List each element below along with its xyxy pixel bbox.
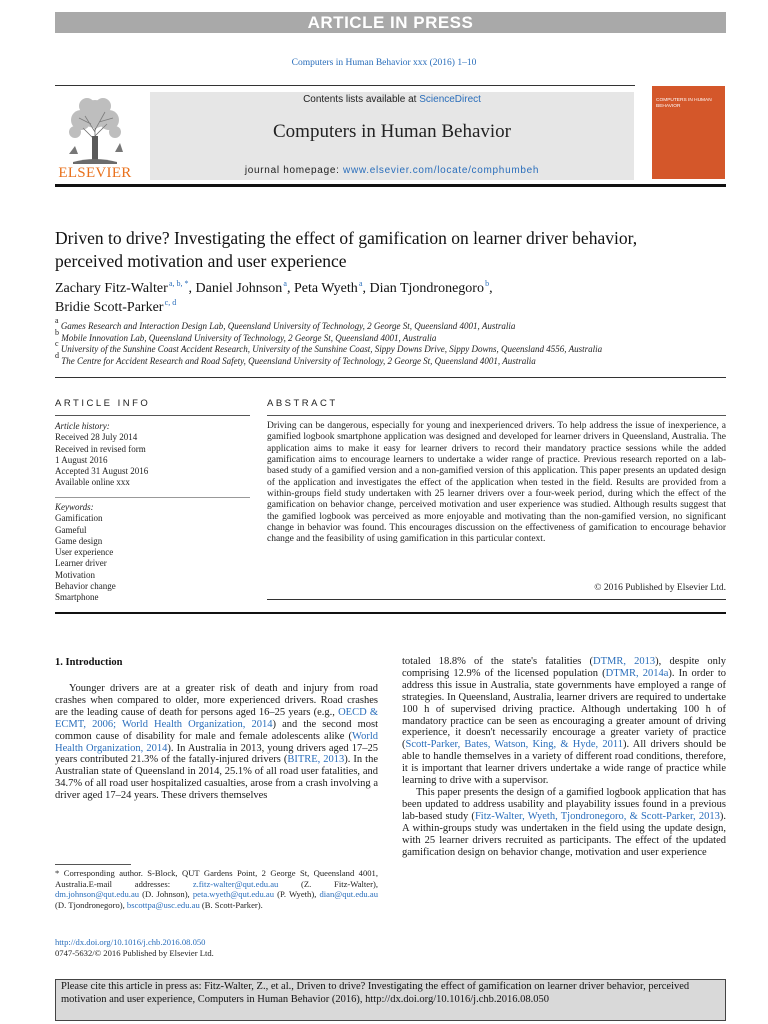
keyword-item: Game design bbox=[55, 535, 103, 546]
article-in-press-banner: ARTICLE IN PRESS bbox=[55, 12, 726, 33]
article-info-heading: ARTICLE INFO bbox=[55, 398, 151, 409]
author-name[interactable]: Dian Tjondronegoro bbox=[369, 281, 484, 296]
contents-prefix: Contents lists available at bbox=[303, 94, 420, 105]
history-item: Received 28 July 2014 bbox=[55, 432, 138, 443]
author-list: Zachary Fitz-Walter $^{a, b, *}$, Daniel Johnson $^a$, Peta Wyeth $^a$, Dian Tjondronegoro $^b$, Bridie Scott-Parker $^{c, d}$ bbox=[55, 279, 493, 315]
footnotes: * Corresponding author. S-Block, QUT Gardens Point, 2 George St, Queensland 4001, Australia.E-mail addresses: z.fitz-walter@qut.edu.au (Z. Fitz-Walter), dm.johnson@qut.edu.au (D. Johnson), peta.wyeth@qut.edu.au (P. Wyeth), dian@qut.edu.au (D. Tjondronegoro), bscottpa@usc.edu.au (B. Scott-Parker). bbox=[55, 868, 378, 910]
elsevier-wordmark: ELSEVIER bbox=[58, 165, 132, 181]
doi-link[interactable]: http://dx.doi.org/10.1016/j.chb.2016.08.050 bbox=[55, 937, 206, 947]
author-affiliation-marks[interactable]: b bbox=[485, 279, 490, 288]
reference-link[interactable]: bscottpa@usc.edu.au bbox=[126, 899, 200, 910]
homepage-prefix: journal homepage: bbox=[244, 165, 344, 176]
history-item: Received in revised form bbox=[55, 443, 146, 454]
abstract-rule bbox=[267, 415, 726, 416]
journal-title: Computers in Human Behavior bbox=[273, 121, 511, 142]
affiliation-text: The Centre for Accident Research and Road Safety, Queensland University of Technology, 2 George St, Queensland 4001, Australia bbox=[61, 355, 536, 366]
author-name[interactable]: Zachary Fitz-Walter bbox=[55, 281, 168, 296]
history-label: Article history: bbox=[55, 421, 110, 431]
keywords-rule bbox=[55, 497, 250, 498]
body-top-rule bbox=[55, 612, 726, 614]
affiliation-item bbox=[55, 350, 735, 368]
body-column-left: Younger drivers are at a greater risk of death and injury from road crashes when compared to older, more experienced drivers. Road crashes are the leading cause of death for persons aged 16–25 years (e.g., OECD & ECMT, 2006; World Health Organization, 2014) and the second most common cause of disability for male and female adolescents alike (World Health Organization, 2014). In Australia in 2013, young drivers aged 17–25 years contributed 21.3% of the fatally-injured drivers (BITRE, 2013). In the Australian state of Queensland in 2014, 25.1% of all road user fatalities, and 34.7% of all road user hospitalized casualties, arose from a crash involving a driver aged 17–24 years. These drivers themselves bbox=[55, 683, 379, 802]
author-affiliation-marks[interactable]: a bbox=[283, 279, 287, 288]
body-paragraph: totaled 18.8% of the state's fatalities (DTMR, 2013), despite only comprising 12.9% of the licensed population (DTMR, 2014a). In order to address this issue in Australia, state governments have employed a range of strategies. In Queensland, Australia, learner drivers are required to undertake 100 h of supervised driving practice. Although undertaking 100 h of mandatory practice can be seen as encouraging a greater amount of driving experience, it doesn't necessarily encourage a greater variety of practice (Scott-Parker, Bates, Watson, King, & Hyde, 2011). All drivers should be able to handle themselves in a variety of different road conditions, therefore, it is important that learner drivers undertake a wide range of practice while learning to drive with a supervisor. bbox=[402, 656, 727, 787]
header-top-rule bbox=[55, 85, 635, 86]
footnote-rule bbox=[55, 864, 131, 865]
history-item: 1 August 2016 bbox=[55, 454, 108, 465]
keyword-item: Learner driver bbox=[55, 558, 107, 569]
article-title: Driven to drive? Investigating the effect of gamification on learner driver behavior, perceived motivation and user experience bbox=[55, 228, 638, 271]
journal-reference-link[interactable]: Computers in Human Behavior xxx (2016) 1–10 bbox=[291, 58, 477, 68]
article-info-rule bbox=[55, 415, 250, 416]
reference-link[interactable]: peta.wyeth@qut.edu.au bbox=[192, 889, 275, 900]
affiliation-text: University of the Sunshine Coast Accident Research, University of the Sunshine Coast, Sippy Downs Drive, Sippy Downs, Queensland 4556, Australia bbox=[60, 344, 603, 354]
doi-block bbox=[55, 937, 378, 958]
contents-available-line bbox=[150, 94, 634, 105]
reference-link[interactable]: DTMR, 2013 bbox=[593, 656, 656, 667]
reference-link[interactable]: Scott-Parker, Bates, Watson, King, & Hyde, 2011 bbox=[405, 739, 624, 751]
affiliation-item bbox=[55, 339, 735, 356]
affiliation-mark: c bbox=[55, 339, 59, 348]
author-name[interactable]: Daniel Johnson bbox=[195, 281, 283, 296]
reference-link[interactable]: BITRE, 2013 bbox=[287, 754, 345, 766]
keyword-item: Motivation bbox=[55, 569, 95, 580]
journal-cover-text: COMPUTERS IN HUMAN BEHAVIOR bbox=[656, 98, 712, 109]
abstract-text: Driving can be dangerous, especially for young and inexperienced drivers. To help address the issue of inexperience, a gamified logbook smartphone application was designed and developed for learner drivers in Queensland, Australia. The application aims to make it easy for learner drivers to record their mandatory practice sessions while the added gamification aims to encourage learners to undertake a wider range of practice. Previous research reported on a lab-based study of a gamified version and a non-gamified version of this application. This paper presents an updated design of the application and investigates the effect of the application when tested in the field. Results are provided from a within-groups field study undertaken with 25 learner drivers over a four-week period, during which the effect of the gamification on behavior change, perceived motivation and user experience was studied. Although results suggest that the gamified logbook was perceived as more enjoyable and motivating than the non-gamified version, no significant change in behavior was found. This encourages discussion on the effectiveness of gamification to encourage behavior change and the feasibility of using gamification in this particular context. bbox=[267, 421, 726, 545]
reference-link[interactable]: z.fitz-walter@qut.edu.au bbox=[192, 878, 279, 889]
author-name[interactable]: Bridie Scott-Parker bbox=[55, 300, 164, 315]
reference-link[interactable]: dm.johnson@qut.edu.au bbox=[55, 889, 140, 900]
reference-link[interactable]: dian@qut.edu.au bbox=[319, 889, 378, 900]
affiliation-mark: b bbox=[55, 327, 59, 337]
author-name[interactable]: Peta Wyeth bbox=[293, 281, 358, 296]
affiliations-rule bbox=[55, 377, 726, 378]
abstract-bottom-rule bbox=[267, 599, 726, 600]
affiliation-text: Mobile Innovation Lab, Queensland University of Technology, 2 George St, Queensland 4001, Australia bbox=[61, 332, 437, 343]
keyword-item: User experience bbox=[55, 547, 114, 558]
body-paragraph: This paper presents the design of a gamified logbook application that has been updated to address usability and playability issues found in a previous lab-based study (Fitz-Walter, Wyeth, Tjondronegoro, & Scott-Parker, 2013). A within-groups study was undertaken in the field using the update design, with 25 learner drivers recruited as participants. The effect of the updated gamification design on behavior change, motivation and user experience bbox=[402, 786, 727, 858]
reference-link[interactable]: DTMR, 2014a bbox=[605, 667, 669, 679]
affiliation-text: Games Research and Interaction Design Lab, Queensland University of Technology, 2 George St, Queensland 4001, Australia bbox=[60, 321, 516, 331]
abstract-copyright: © 2016 Published by Elsevier Ltd. bbox=[594, 583, 726, 593]
affiliation-mark: a bbox=[55, 316, 59, 325]
issn-line: 0747-5632/© 2016 Published by Elsevier Ltd. bbox=[55, 947, 214, 958]
affiliation-item bbox=[55, 316, 735, 333]
author-affiliation-marks[interactable]: a, b, * bbox=[168, 279, 189, 288]
journal-homepage-line bbox=[150, 165, 634, 176]
author-affiliation-marks[interactable]: c, d bbox=[164, 298, 177, 307]
citation-text: Please cite this article in press as: Fitz-Walter, Z., et al., Driven to drive? Investigating the effect of gamification on learner driver behavior, perceived motivation and user experience, Computers in Human Behavior (2016), http://dx.doi.org/10.1016/j.chb.2016.08.050 bbox=[61, 981, 690, 1005]
keyword-item: Gameful bbox=[55, 524, 87, 535]
history-item: Accepted 31 August 2016 bbox=[55, 466, 149, 477]
journal-homepage-link[interactable]: www.elsevier.com/locate/comphumbeh bbox=[343, 165, 540, 176]
keyword-item: Behavior change bbox=[55, 581, 116, 592]
author-affiliation-marks[interactable]: a bbox=[358, 279, 363, 288]
keywords-list bbox=[55, 502, 250, 604]
introduction-heading: 1. Introduction bbox=[55, 657, 123, 668]
abstract-heading: ABSTRACT bbox=[267, 398, 338, 409]
keywords-label: Keywords: bbox=[55, 502, 94, 512]
affiliations bbox=[55, 316, 735, 367]
keyword-item: Gamification bbox=[55, 513, 103, 524]
header-bottom-rule bbox=[55, 184, 726, 187]
article-history bbox=[55, 421, 250, 489]
body-column-right bbox=[402, 656, 726, 858]
reference-link[interactable]: OECD & ECMT, 2006; World Health Organization, 2014 bbox=[55, 706, 379, 730]
affiliation-mark: d bbox=[55, 350, 59, 360]
reference-link[interactable]: World Health Organization, 2014 bbox=[55, 730, 378, 754]
keyword-item: Smartphone bbox=[55, 592, 99, 603]
reference-link[interactable]: Fitz-Walter, Wyeth, Tjondronegoro, & Scott-Parker, 2013 bbox=[474, 810, 720, 822]
affiliation-item bbox=[55, 327, 735, 345]
history-item: Available online xxx bbox=[55, 477, 130, 488]
sciencedirect-link[interactable]: ScienceDirect bbox=[419, 94, 481, 105]
